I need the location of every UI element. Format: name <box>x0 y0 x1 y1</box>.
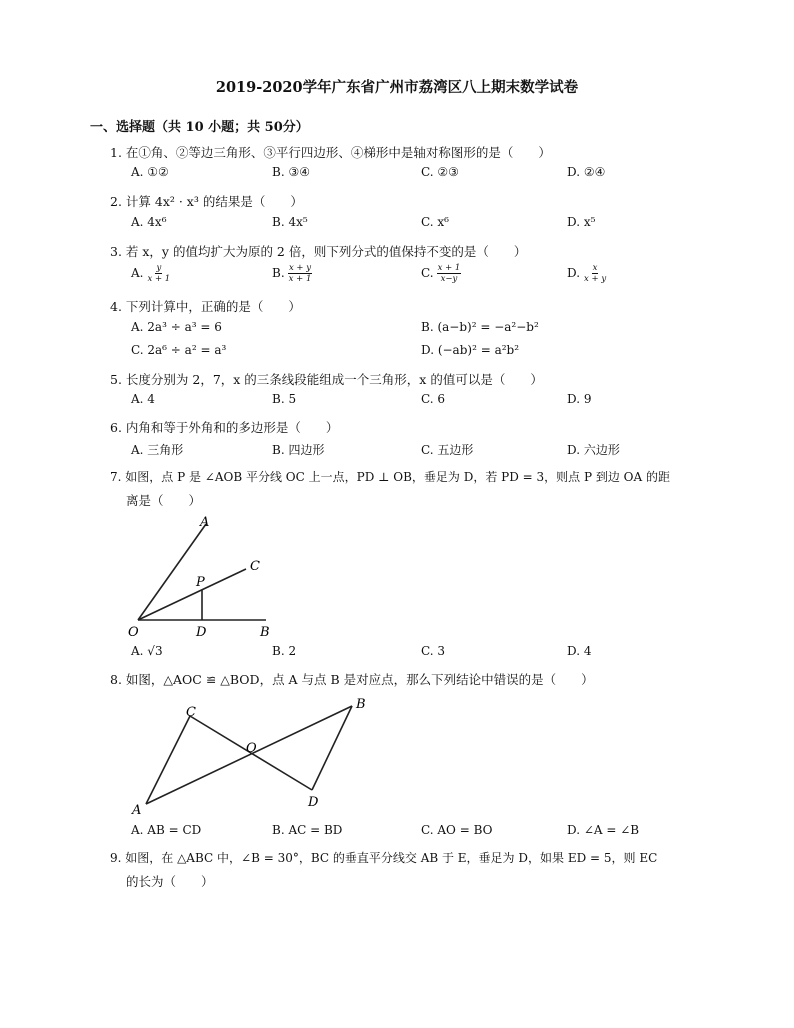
question-8-option-b: B. AC = BD <box>272 823 343 837</box>
question-1-option-d: D. ②④ <box>567 165 606 179</box>
question-1-option-b: B. ③④ <box>272 165 310 179</box>
question-6-option-c: C. 五边形 <box>421 443 474 457</box>
question-2-stem: 2. 计算 4x² · x³ 的结果是（ ） <box>110 194 303 209</box>
label-p: P <box>196 575 205 590</box>
question-7-figure <box>126 512 286 640</box>
question-9-stem-line2: 的长为（ ） <box>126 874 214 889</box>
question-6-option-d: D. 六边形 <box>567 443 620 457</box>
label-a: A <box>200 515 210 530</box>
question-7-stem-line2: 离是（ ） <box>126 493 202 508</box>
question-4-option-a: A. 2a³ ÷ a³ = 6 <box>131 320 222 334</box>
question-8-figure <box>126 694 376 818</box>
question-1-option-a: A. ①② <box>131 165 169 179</box>
question-4-stem: 4. 下列计算中，正确的是（ ） <box>110 299 301 314</box>
question-3-stem: 3. 若 x，y 的值均扩大为原的 2 倍，则下列分式的值保持不变的是（ ） <box>110 244 527 259</box>
label-b: B <box>260 625 270 640</box>
label-o: O <box>246 741 257 756</box>
question-2-option-b: B. 4x⁵ <box>272 215 308 229</box>
question-5-option-c: C. 6 <box>421 392 446 406</box>
label-b: B <box>356 697 366 712</box>
question-7-option-c: C. 3 <box>421 644 446 658</box>
question-8-option-d: D. ∠A = ∠B <box>567 823 640 837</box>
question-8-stem: 8. 如图，△AOC ≌ △BOD，点 A 与点 B 是对应点，那么下列结论中错误的是（ ） <box>110 672 594 687</box>
question-5-option-a: A. 4 <box>131 392 155 406</box>
ray-oc <box>138 569 246 620</box>
question-5-stem: 5. 长度分别为 2，7，x 的三条线段能组成一个三角形，x 的值可以是（ ） <box>110 372 543 387</box>
ray-oa <box>138 524 206 620</box>
question-2-option-a: A. 4x⁶ <box>131 215 167 229</box>
segment-bd <box>312 706 352 790</box>
question-7-stem-line1: 7. 如图，点 P 是 ∠AOB 平分线 OC 上一点，PD ⊥ OB，垂足为 D，若 PD = 3，则点 P 到边 OA 的距 <box>110 470 670 484</box>
question-6-option-b: B. 四边形 <box>272 443 325 457</box>
label-c: C <box>186 705 196 720</box>
question-3-option-d: D. $\frac{x}{x + y}$ <box>567 263 607 284</box>
question-1-option-c: C. ②③ <box>421 165 459 179</box>
question-7-option-a: A. √3 <box>131 644 163 658</box>
section-heading: 一、选择题（共 10 小题；共 50分） <box>90 120 309 135</box>
label-c: C <box>250 559 260 574</box>
question-7-option-d: D. 4 <box>567 644 592 658</box>
question-4-option-b: B. (a−b)² = −a²−b² <box>421 320 539 334</box>
page-title: 2019-2020学年广东省广州市荔湾区八上期末数学试卷 <box>215 79 579 96</box>
question-8-option-c: C. AO = BO <box>421 823 493 837</box>
question-6-option-a: A. 三角形 <box>131 443 184 457</box>
segment-ac <box>146 716 190 804</box>
question-6-stem: 6. 内角和等于外角和的多边形是（ ） <box>110 420 339 435</box>
question-8-option-a: A. AB = CD <box>131 823 202 837</box>
question-3-option-b: B. $\frac{x + y}{x + 1}$ <box>272 263 312 284</box>
label-o: O <box>128 625 139 640</box>
question-4-option-d: D. (−ab)² = a²b² <box>421 343 520 357</box>
label-d: D <box>308 795 319 810</box>
label-a: A <box>132 803 142 818</box>
question-7-option-b: B. 2 <box>272 644 297 658</box>
question-5-option-b: B. 5 <box>272 392 297 406</box>
label-d: D <box>196 625 207 640</box>
question-4-option-c: C. 2a⁶ ÷ a² = a³ <box>131 343 227 357</box>
question-2-option-c: C. x⁶ <box>421 215 449 229</box>
question-9-stem-line1: 9. 如图，在 △ABC 中，∠B = 30°，BC 的垂直平分线交 AB 于 E，垂足为 D，如果 ED = 5，则 EC <box>110 851 658 865</box>
question-1-stem: 1. 在①角、②等边三角形、③平行四边形、④梯形中是轴对称图形的是（ ） <box>110 145 551 160</box>
question-3-option-c: C. $\frac{x + 1}{x-y}$ <box>421 263 461 284</box>
question-2-option-d: D. x⁵ <box>567 215 596 229</box>
question-5-option-d: D. 9 <box>567 392 592 406</box>
question-3-option-a: A. $\frac{y}{x + 1}$ <box>131 263 171 284</box>
